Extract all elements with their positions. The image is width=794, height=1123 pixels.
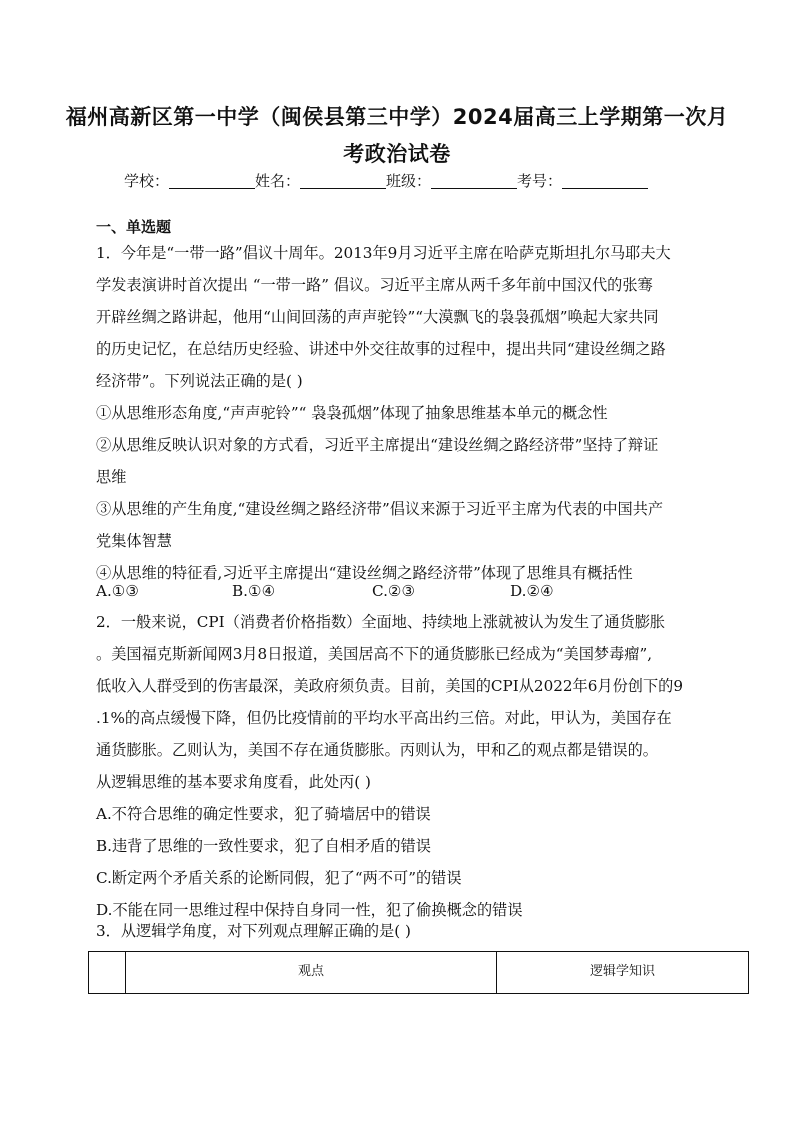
q1-statement-3: ③从思维的产生角度,“建设丝绸之路经济带”倡议来源于习近平主席为代表的中国共产 xyxy=(96,500,664,518)
number-blank[interactable] xyxy=(562,174,648,189)
q2-line: 通货膨胀。乙则认为，美国不存在通货膨胀。丙则认为，甲和乙的观点都是错误的。 xyxy=(96,741,658,759)
q1-statement-1: ①从思维形态角度,“声声驼铃”“ 袅袅孤烟”体现了抽象思维基本单元的概念性 xyxy=(96,404,608,422)
number-label: 考号： xyxy=(517,172,563,190)
school-label: 学校： xyxy=(124,172,170,190)
name-label: 姓名： xyxy=(255,172,301,190)
q1-line: 经济带”。下列说法正确的是( ) xyxy=(96,372,303,390)
table-header-logic: 逻辑学知识 xyxy=(497,952,749,994)
q1-option-a[interactable]: A.①③ xyxy=(96,582,140,600)
table-header-viewpoint: 观点 xyxy=(126,952,497,994)
school-blank[interactable] xyxy=(169,174,255,189)
q1-option-b[interactable]: B.①④ xyxy=(232,582,276,600)
q1-line: 学发表演讲时首次提出 “一带一路” 倡议。习近平主席从两千多年前中国汉代的张骞 xyxy=(96,276,653,294)
q1-line: 开辟丝绸之路讲起，他用“山间回荡的声声驼铃”“大漠飘飞的袅袅孤烟”唤起大家共同 xyxy=(96,308,659,326)
q3-stem: 3．从逻辑学角度，对下列观点理解正确的是( ) xyxy=(96,922,411,940)
q2-option-c[interactable]: C.断定两个矛盾关系的论断同假，犯了“两不可”的错误 xyxy=(96,869,462,887)
q3-table xyxy=(88,951,749,994)
q2-line: .1%的高点缓慢下降，但仍比疫情前的平均水平高出约三倍。对此，甲认为，美国存在 xyxy=(96,709,672,727)
table-row xyxy=(89,952,749,994)
q1-option-d[interactable]: D.②④ xyxy=(510,582,554,600)
q1-statement-2: ②从思维反映认识对象的方式看，习近平主席提出“建设丝绸之路经济带”坚持了辩证 xyxy=(96,436,659,454)
q2-line: 低收入人群受到的伤害最深，美政府须负责。目前，美国的CPI从2022年6月份创下的9 xyxy=(96,677,684,695)
exam-title-line2: 考政治试卷 xyxy=(343,142,451,166)
q1-option-c[interactable]: C.②③ xyxy=(372,582,416,600)
q2-line: 2．一般来说，CPI（消费者价格指数）全面地、持续地上涨就被认为发生了通货膨胀 xyxy=(96,613,666,631)
q2-line: 从逻辑思维的基本要求角度看，此处丙( ) xyxy=(96,773,371,791)
q1-statement-4: ④从思维的特征看,习近平主席提出“建设丝绸之路经济带”体现了思维具有概括性 xyxy=(96,564,633,582)
q2-option-b[interactable]: B.违背了思维的一致性要求，犯了自相矛盾的错误 xyxy=(96,837,431,855)
section-heading: 一、单选题 xyxy=(96,218,172,236)
class-blank[interactable] xyxy=(431,174,517,189)
q2-option-d[interactable]: D.不能在同一思维过程中保持自身同一性，犯了偷换概念的错误 xyxy=(96,901,523,919)
q2-option-a[interactable]: A.不符合思维的确定性要求，犯了骑墙居中的错误 xyxy=(96,805,431,823)
exam-title-line1: 福州高新区第一中学（闽侯县第三中学）2024届高三上学期第一次月 xyxy=(65,105,729,129)
q1-statement-2-cont: 思维 xyxy=(96,468,127,486)
student-info-row xyxy=(124,170,648,191)
class-label: 班级： xyxy=(386,172,432,190)
q2-line: 。美国福克斯新闻网3月8日报道，美国居高不下的通货膨胀已经成为“美国梦毒瘤”, xyxy=(96,645,653,663)
q1-line: 的历史记忆，在总结历史经验、讲述中外交往故事的过程中，提出共同“建设丝绸之路 xyxy=(96,340,666,358)
name-blank[interactable] xyxy=(300,174,386,189)
table-cell-index xyxy=(89,952,126,994)
q1-line: 1．今年是“一带一路”倡议十周年。2013年9月习近平主席在哈萨克斯坦扎尔马耶夫大 xyxy=(96,244,671,262)
q1-statement-3-cont: 党集体智慧 xyxy=(96,532,172,550)
